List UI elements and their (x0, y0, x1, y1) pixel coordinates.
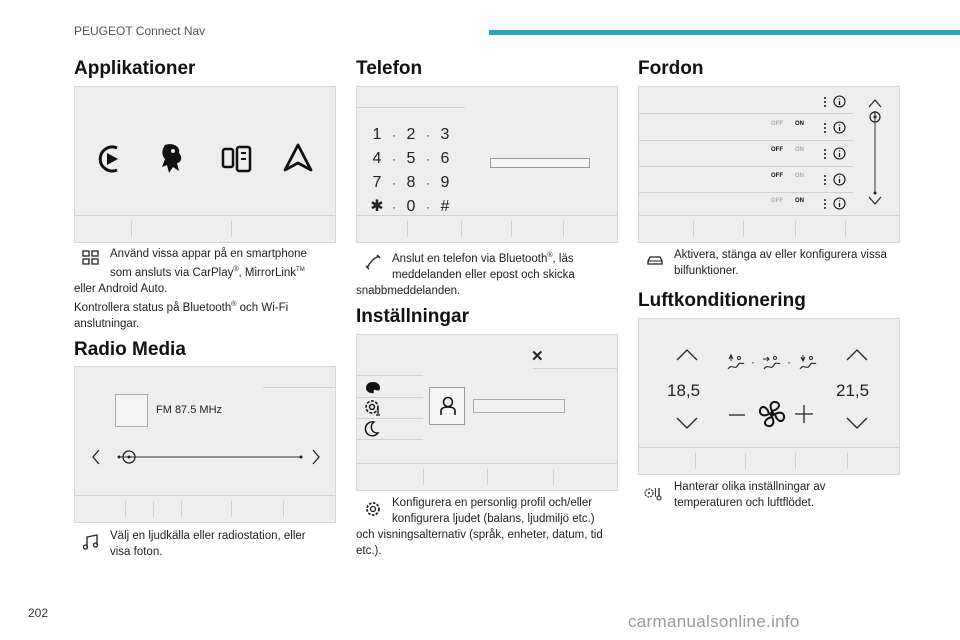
desc-line: bilfunktioner. (674, 265, 739, 277)
radio-tuner-bar[interactable] (89, 447, 323, 467)
airflow-face-icon[interactable] (761, 353, 783, 373)
keypad-row: 1 · 2 · 3 (372, 126, 450, 143)
section-title-telefon: Telefon (356, 58, 423, 79)
desc-line: och visningsalternativ (språk, enheter, datum, tid (356, 529, 603, 541)
luftkonditionering-screen (638, 318, 900, 475)
airflow-separator: · (787, 355, 791, 369)
desc-line: Konfigurera en personlig profil och/eller (392, 497, 593, 509)
radio-description (74, 528, 344, 560)
toggle-switch[interactable]: OFF ON (771, 147, 804, 153)
fordon-description (638, 247, 910, 279)
carplay-icon[interactable] (97, 144, 125, 174)
desc-line: Kontrollera status på Bluetooth® och Wi-Fi (74, 300, 289, 314)
desc-line: som ansluts via CarPlay®, MirrorLink™ (110, 266, 305, 279)
mirrorlink-icon[interactable] (221, 145, 253, 173)
toggle-switch[interactable]: OFF ON (771, 198, 804, 204)
android-auto-icon[interactable] (283, 143, 313, 173)
installningar-description (356, 495, 628, 559)
user-icon (438, 395, 458, 417)
desc-line: konfigurera ljudet (balans, ljudmiljö etc.) (392, 513, 595, 525)
telefon-description (356, 248, 626, 299)
airflow-separator: · (751, 355, 755, 369)
toggle-switch[interactable]: OFF ON (771, 173, 804, 179)
keypad-row: 7 · 8 · 9 (372, 174, 450, 191)
profile-button[interactable] (429, 387, 465, 425)
sound-settings-icon[interactable] (364, 399, 382, 416)
keypad-row: 4 · 5 · 6 (372, 150, 450, 167)
airflow-windshield-icon[interactable] (725, 353, 747, 373)
info-icon[interactable] (833, 173, 846, 186)
desc-line: etc.). (356, 545, 382, 557)
radio-screen (74, 366, 336, 523)
temp-left-up-icon[interactable] (676, 349, 698, 361)
palette-icon[interactable] (365, 381, 381, 395)
header-title: PEUGEOT Connect Nav (74, 24, 206, 38)
fan-decrease-icon[interactable] (729, 413, 745, 417)
phone-handset-icon (364, 254, 382, 270)
header-accent-bar (489, 30, 960, 35)
vertical-scrollbar[interactable] (867, 97, 883, 207)
kebab-icon[interactable] (823, 123, 827, 133)
luftkonditionering-description (638, 479, 910, 511)
temp-left-down-icon[interactable] (676, 417, 698, 429)
desc-line: Aktivera, stänga av eller konfigurera vissa (674, 249, 887, 261)
apps-grid-icon (82, 250, 100, 266)
moon-icon[interactable] (365, 421, 379, 436)
kebab-icon[interactable] (823, 97, 827, 107)
section-title-fordon: Fordon (638, 58, 704, 79)
temp-left-value: 18,5 (667, 381, 701, 400)
page-number: 202 (28, 606, 49, 620)
section-title-installningar: Inställningar (356, 306, 469, 327)
desc-line: Välj en ljudkälla eller radiostation, eller (110, 530, 306, 542)
desc-line: visa foton. (110, 546, 163, 558)
station-logo-placeholder (115, 394, 148, 427)
music-note-icon (82, 534, 100, 550)
profile-name-field[interactable] (473, 399, 565, 413)
desc-line: Använd vissa appar på en smartphone (110, 248, 307, 260)
section-title-applikationer: Applikationer (74, 58, 196, 79)
toggle-switch[interactable]: OFF ON (771, 121, 804, 127)
temp-right-down-icon[interactable] (846, 417, 868, 429)
dial-keypad[interactable] (369, 123, 453, 219)
phone-number-field[interactable] (490, 158, 590, 168)
airflow-feet-icon[interactable] (797, 353, 819, 373)
desc-line: temperaturen och luftflödet. (674, 497, 814, 509)
car-icon (646, 253, 664, 269)
desc-line: eller Android Auto. (74, 282, 168, 295)
desc-line: Anslut en telefon via Bluetooth®, läs (392, 252, 574, 265)
section-title-radio-media: Radio Media (74, 339, 186, 360)
desc-line: meddelanden eller epost och skicka (392, 268, 575, 281)
info-icon[interactable] (833, 197, 846, 210)
kebab-icon[interactable] (823, 175, 827, 185)
desc-line: snabbmeddelanden. (356, 284, 461, 297)
desc-line: anslutningar. (74, 317, 140, 330)
gear-icon (364, 501, 382, 517)
desc-line: Hanterar olika inställningar av (674, 481, 826, 493)
telefon-screen (356, 86, 618, 243)
frequency-label: FM 87.5 MHz (156, 404, 223, 416)
installningar-screen (356, 334, 618, 491)
watermark: carmanualsonline.info (628, 612, 800, 631)
info-icon[interactable] (833, 95, 846, 108)
fordon-screen (638, 86, 900, 243)
kebab-icon[interactable] (823, 199, 827, 209)
fan-icon (757, 399, 787, 429)
applikationer-screen (74, 86, 336, 243)
keypad-row: ✱ · 0 · # (370, 198, 450, 215)
close-icon[interactable]: ✕ (531, 348, 544, 365)
applikationer-description (74, 246, 344, 332)
kebab-icon[interactable] (823, 149, 827, 159)
temp-right-value: 21,5 (836, 381, 870, 400)
peugeot-lion-icon[interactable] (159, 141, 185, 175)
fan-increase-icon[interactable] (795, 405, 813, 423)
temp-right-up-icon[interactable] (846, 349, 868, 361)
info-icon[interactable] (833, 121, 846, 134)
climate-icon (642, 485, 664, 501)
info-icon[interactable] (833, 147, 846, 160)
section-title-luftkonditionering: Luftkonditionering (638, 290, 806, 311)
